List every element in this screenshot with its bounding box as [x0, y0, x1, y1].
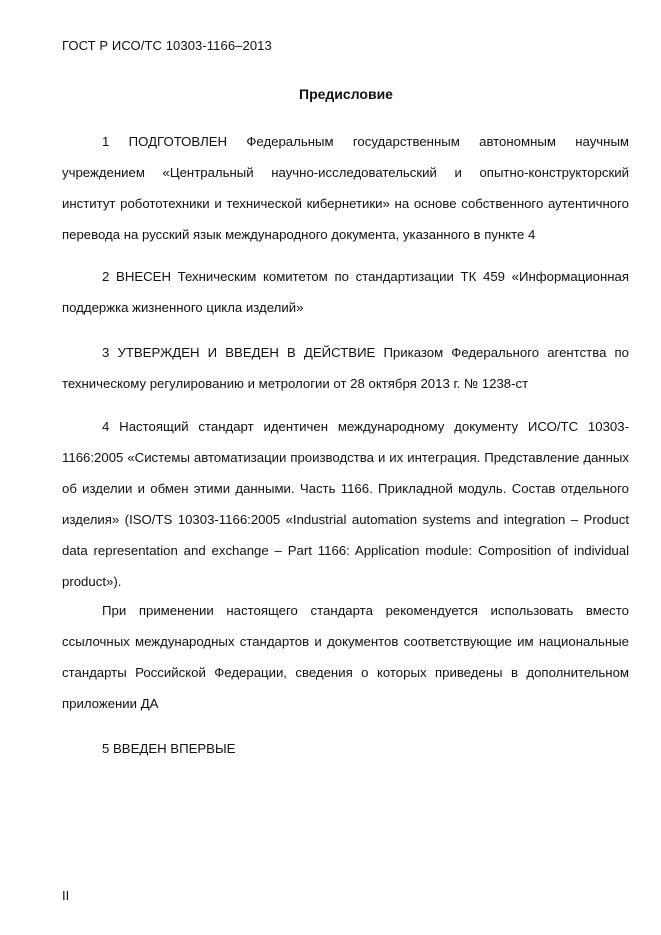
paragraph-1-prepared: 1 ПОДГОТОВЛЕН Федеральным государственным автономным научным учреждением «Центральный научно-исследовательский и опытно-конструкторский институт робототехники и технической кибернетики» на основе собственного аутентичного перевода на русский язык международного документа, указанного в пункте 4: [62, 134, 629, 242]
document-code-header: ГОСТ Р ИСО/ТС 10303-1166–2013: [62, 38, 272, 53]
paragraph-3-approved: 3 УТВЕРЖДЕН И ВВЕДЕН В ДЕЙСТВИЕ Приказом Федерального агентства по техническому регулированию и метрологии от 28 октября 2013 г. № 1238-ст: [62, 345, 629, 391]
page-title: Предисловие: [299, 86, 393, 102]
paragraph-reference-standards-note: При применении настоящего стандарта рекомендуется использовать вместо ссылочных международных стандартов и документов соответствующие им национальные стандарты Российской Федерации, сведения о которых приведены в дополнительном приложении ДА: [62, 603, 629, 711]
paragraph-4-identical-standard: 4 Настоящий стандарт идентичен международному документу ИСО/ТС 10303-1166:2005 «Системы автоматизации производства и их интеграция. Представление данных об изделии и обмен этими данными. Часть 1166. Прикладной модуль. Состав отдельного изделия» (ISO/TS 10303-1166:2005 «Industrial automation systems and integration – Product data representation and exchange – Part 1166: Application module: Composition of individual product»).: [62, 419, 629, 589]
page-number: II: [62, 888, 70, 903]
paragraph-5-first-introduced: 5 ВВЕДЕН ВПЕРВЫЕ: [102, 741, 236, 756]
paragraph-2-introduced: 2 ВНЕСЕН Техническим комитетом по стандартизации ТК 459 «Информационная поддержка жизненного цикла изделий»: [62, 269, 629, 315]
